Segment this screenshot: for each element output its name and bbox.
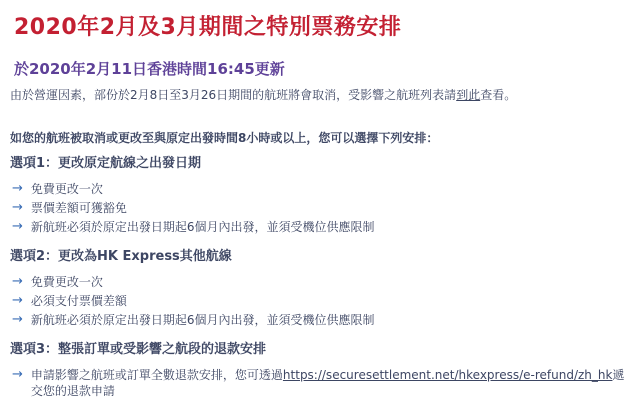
option-3-list [10,367,626,399]
list-item [12,274,626,290]
arrow-icon: → [12,219,23,234]
arrow-icon: → [12,181,23,196]
arrow-icon: → [12,293,23,308]
affected-flight-list-link[interactable]: 到此 [456,88,481,102]
list-item-text: 新航班必須於原定出發日期起6個月內出發，並須受機位供應限制 [30,220,375,234]
option-3-heading: 選項3：整張訂單或受影響之航段的退款安排 [10,342,267,357]
refund-url-link[interactable]: https://securesettlement.net/hkexpress/e-refund/zh_hk [282,368,613,382]
intro-paragraph [10,87,626,103]
list-item [12,200,626,216]
option-1-heading: 選項1：更改原定航線之出發日期 [10,156,202,171]
refund-text-post: 遞交您的退款申請 [30,368,625,398]
list-item-text: 必須支付票價差額 [30,294,127,308]
refund-item-text [31,367,626,399]
arrow-icon: → [12,367,23,382]
arrow-icon: → [12,274,23,289]
list-item-text: 新航班必須於原定出發日期起6個月內出發，並須受機位供應限制 [30,313,375,327]
list-item-text: 免費更改一次 [30,275,103,289]
option-1-list [10,181,626,235]
list-item [12,293,626,309]
list-item [12,181,626,197]
option-2-list [10,274,626,328]
list-item-text: 票價差額可獲豁免 [30,201,127,215]
refund-text-pre: 申請影響之航班或訂單全數退款安排，您可透過 [30,368,283,382]
page-title: 2020年2月及3月期間之特別票務安排 [14,15,402,40]
intro-text-pre: 由於營運因素，部份於2月8日至3月26日期間的航班將會取消，受影響之航班列表請 [10,88,457,102]
arrow-icon: → [12,200,23,215]
arrow-icon: → [12,312,23,327]
condition-paragraph: 如您的航班被取消或更改至與原定出發時間8小時或以上，您可以選擇下列安排： [10,131,439,145]
list-item [12,219,626,235]
option-2-heading: 選項2：更改為HK Express其他航線 [10,249,232,264]
list-item [12,367,626,399]
intro-text-post: 查看。 [480,88,517,102]
list-item-text: 免費更改一次 [30,182,103,196]
list-item [12,312,626,328]
updated-timestamp: 於2020年2月11日香港時間16:45更新 [14,60,285,78]
